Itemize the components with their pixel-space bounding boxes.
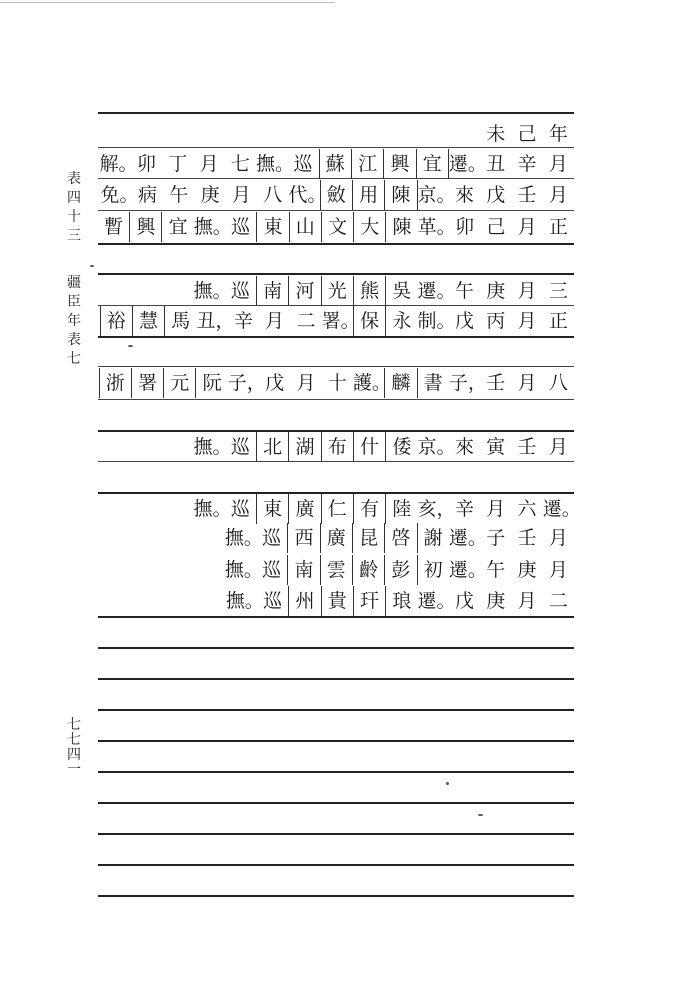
- table-cell: 元: [163, 368, 195, 398]
- table-cell: 月: [548, 559, 568, 581]
- table-cell: 保: [353, 306, 385, 336]
- table-row: [98, 555, 574, 585]
- table-cell: 東: [256, 494, 288, 524]
- table-cell: 制。: [417, 310, 456, 332]
- table-cell: 貴: [321, 586, 353, 616]
- table-cell: 湖: [288, 432, 320, 462]
- table-cell: 廣: [288, 494, 320, 524]
- table-cell: 雲: [320, 555, 352, 585]
- table-cell: 月: [548, 527, 568, 549]
- table-cell: 巡: [293, 153, 313, 175]
- table-cell: 遷。: [448, 527, 487, 549]
- table-cell: 謝: [417, 523, 449, 553]
- table-cell: 卯: [136, 153, 156, 175]
- table-cell: 啓: [384, 523, 416, 553]
- page-number-char: 四: [67, 747, 81, 763]
- ink-speck: [446, 782, 449, 785]
- table-cell: 月: [517, 372, 537, 394]
- table-cell: 年: [548, 123, 568, 145]
- table-cell: 巡: [263, 590, 283, 612]
- table-cell: 戊: [454, 310, 474, 332]
- table-cell: 月: [517, 280, 537, 302]
- table-cell: 撫。: [193, 216, 232, 238]
- table-cell: 吳: [385, 276, 417, 306]
- table-cell: 宜: [416, 149, 448, 179]
- table-cell: 京。: [417, 180, 449, 210]
- table-cell: 遷。: [542, 498, 581, 520]
- table-row: [98, 494, 581, 524]
- table-cell: 興: [129, 212, 161, 242]
- table-cell: 正: [548, 310, 568, 332]
- table-cell: 子，: [448, 372, 487, 394]
- page-number-char: 七: [67, 717, 81, 733]
- table-cell: 六: [517, 498, 537, 520]
- table-cell: 麟: [384, 368, 416, 398]
- table-cell: 蘇: [319, 149, 351, 179]
- table-cell: 北: [256, 432, 288, 462]
- table-cell: 裕: [100, 306, 132, 336]
- side-title-char: 表: [67, 332, 81, 348]
- table-cell: 馬: [164, 306, 196, 336]
- table-cell: 有: [353, 494, 385, 524]
- table-cell: 來: [454, 184, 474, 206]
- table-cell: 革。: [417, 216, 456, 238]
- table-rule: [98, 112, 574, 114]
- ink-speck: [128, 345, 133, 347]
- table-cell: 月: [265, 310, 285, 332]
- table-cell: 琅: [385, 586, 417, 616]
- table-cell: 齡: [352, 555, 384, 585]
- side-title-gap: [62, 246, 86, 274]
- table-cell: 戊: [486, 184, 506, 206]
- table-cell: 陸: [385, 494, 417, 524]
- table-rule: [98, 771, 574, 773]
- table-cell: 戊: [265, 372, 285, 394]
- table-cell: 巡: [230, 436, 250, 458]
- table-cell: 庚: [486, 280, 506, 302]
- table-cell: 十: [327, 372, 347, 394]
- table-cell: 署。: [321, 310, 360, 332]
- table-cell: 遷。: [448, 149, 480, 179]
- table-cell: 三: [548, 280, 568, 302]
- table-cell: 陳: [384, 180, 416, 210]
- table-rule: [98, 647, 574, 649]
- table-cell: 永: [385, 306, 417, 336]
- table-row: [98, 276, 574, 306]
- table-cell: 大: [353, 212, 385, 242]
- table-cell: 壬: [517, 436, 537, 458]
- table-cell: 仁: [321, 494, 353, 524]
- table-rule: [98, 273, 574, 275]
- table-cell: 來: [454, 436, 474, 458]
- table-cell: 丁: [168, 153, 188, 175]
- side-title-char: 四: [67, 190, 81, 206]
- table-cell: 午: [454, 280, 474, 302]
- table-cell: 月: [548, 436, 568, 458]
- table-cell: 二: [548, 590, 568, 612]
- table-cell: 東: [256, 212, 288, 242]
- table-cell: 巡: [230, 498, 250, 520]
- table-cell: 撫。: [224, 559, 263, 581]
- table-cell: 斂: [320, 180, 352, 210]
- table-cell: 彭: [384, 555, 416, 585]
- table-cell: 庚: [486, 590, 506, 612]
- table-row: [98, 119, 574, 149]
- side-title-char: 十: [67, 209, 81, 225]
- table-row: [98, 306, 574, 336]
- table-cell: 午: [486, 559, 506, 581]
- table-cell: 護。: [352, 372, 391, 394]
- table-cell: 壬: [517, 527, 537, 549]
- table-cell: 州: [288, 586, 320, 616]
- table-cell: 撫。: [193, 280, 232, 302]
- table-row: [98, 432, 574, 462]
- table-rule: [98, 864, 574, 866]
- table-cell: 撫。: [224, 527, 263, 549]
- ink-speck: [478, 814, 483, 816]
- table-row: [98, 523, 574, 553]
- table-cell: 熊: [353, 276, 385, 306]
- table-cell: 庚: [517, 559, 537, 581]
- table-cell: 廣: [320, 523, 352, 553]
- table-cell: 撫。: [225, 590, 264, 612]
- side-title-char: 表: [67, 171, 81, 187]
- table-cell: 丙: [486, 310, 506, 332]
- table-cell: 昆: [352, 523, 384, 553]
- table-cell: 丑，: [196, 310, 235, 332]
- table-rule: [98, 616, 574, 618]
- scan-edge-line: [0, 2, 335, 3]
- table-cell: 辛: [517, 153, 537, 175]
- table-cell: 月: [517, 590, 537, 612]
- table-cell: 巡: [230, 280, 250, 302]
- table-cell: 河: [288, 276, 320, 306]
- table-cell: 陳: [385, 212, 417, 242]
- side-title-char: 年: [67, 313, 81, 329]
- table-rule: [98, 802, 574, 804]
- table-rule: [98, 243, 574, 245]
- table-cell: 巡: [262, 559, 282, 581]
- side-title: [62, 170, 86, 369]
- table-cell: 初: [417, 555, 449, 585]
- table-rule: [98, 895, 574, 897]
- table-cell: 撫。: [193, 436, 232, 458]
- table-cell: 暫: [104, 216, 124, 238]
- table-cell: 布: [321, 432, 353, 462]
- table-cell: 己: [517, 123, 537, 145]
- table-cell: 巡: [262, 527, 282, 549]
- table-cell: 慧: [132, 306, 164, 336]
- table-cell: 八: [548, 372, 568, 394]
- table-cell: 宜: [161, 212, 193, 242]
- table-rule: [98, 833, 574, 835]
- table-cell: 正: [548, 216, 568, 238]
- table-cell: 壬: [517, 184, 537, 206]
- table-cell: 亥，: [417, 498, 456, 520]
- page-number-char: 七: [67, 732, 81, 748]
- table-cell: 月: [199, 153, 219, 175]
- table-cell: 遷。: [417, 590, 456, 612]
- table-cell: 南: [256, 276, 288, 306]
- page-number-char: 一: [67, 762, 81, 778]
- table-cell: 西: [287, 523, 319, 553]
- page-number: [62, 718, 86, 778]
- table-cell: 卯: [455, 216, 475, 238]
- table-cell: 署: [131, 368, 163, 398]
- table-cell: 月: [486, 498, 506, 520]
- table-cell: 庚: [200, 184, 220, 206]
- table-cell: 病: [137, 184, 157, 206]
- table-row: [98, 212, 574, 242]
- table-cell: 二: [296, 310, 316, 332]
- table-cell: 阮: [195, 368, 227, 398]
- table-cell: 撫。: [256, 153, 295, 175]
- table-cell: 文: [321, 212, 353, 242]
- table-cell: 未: [486, 123, 506, 145]
- table-rule: [98, 740, 574, 742]
- table-row: [98, 180, 574, 210]
- table-cell: 辛: [454, 498, 474, 520]
- table-row: [98, 149, 574, 179]
- table-cell: 撫。: [193, 498, 232, 520]
- table-cell: 浙: [99, 368, 131, 398]
- table-cell: 江: [351, 149, 383, 179]
- table-cell: 用: [352, 180, 384, 210]
- table-cell: 月: [517, 310, 537, 332]
- table-cell: 解。: [99, 153, 138, 175]
- table-cell: 子: [486, 527, 506, 549]
- table-cell: 丑: [486, 153, 506, 175]
- table-cell: 戊: [454, 590, 474, 612]
- table-cell: 什: [353, 432, 385, 462]
- table-cell: 山: [289, 212, 321, 242]
- table-cell: 倭: [385, 432, 417, 462]
- table-cell: 月: [517, 216, 537, 238]
- table-rule: [98, 709, 574, 711]
- table-cell: 興: [383, 149, 415, 179]
- table-rule: [98, 336, 574, 338]
- table-cell: 月: [231, 184, 251, 206]
- side-title-char: 七: [67, 351, 81, 367]
- table-cell: 月: [548, 153, 568, 175]
- table-cell: 午: [169, 184, 189, 206]
- table-cell: 巡: [231, 216, 251, 238]
- table-row: [98, 368, 574, 398]
- table-cell: 寅: [486, 436, 506, 458]
- table-cell: 辛: [233, 310, 253, 332]
- table-cell: 月: [548, 184, 568, 206]
- table-rule: [98, 399, 574, 400]
- table-cell: 書: [417, 368, 449, 398]
- side-title-char: 臣: [67, 294, 81, 310]
- table-cell: 八: [263, 184, 283, 206]
- table-rule: [98, 366, 574, 367]
- side-title-char: 三: [67, 228, 81, 244]
- side-title-char: 疆: [67, 275, 81, 291]
- table-row: [98, 586, 574, 616]
- table-cell: 己: [486, 216, 506, 238]
- ink-speck: [90, 265, 94, 267]
- table-cell: 子，: [227, 372, 266, 394]
- table-cell: 月: [296, 372, 316, 394]
- table-cell: 遷。: [417, 280, 456, 302]
- table-cell: 壬: [486, 372, 506, 394]
- table-rule: [98, 210, 574, 211]
- table-cell: 七: [230, 153, 250, 175]
- table-cell: 遷。: [448, 559, 487, 581]
- table-cell: 代。: [288, 184, 327, 206]
- table-rule: [98, 678, 574, 680]
- table-cell: 光: [321, 276, 353, 306]
- table-cell: 京。: [417, 436, 456, 458]
- table-cell: 免。: [100, 184, 139, 206]
- table-cell: 玕: [353, 586, 385, 616]
- table-cell: 南: [287, 555, 319, 585]
